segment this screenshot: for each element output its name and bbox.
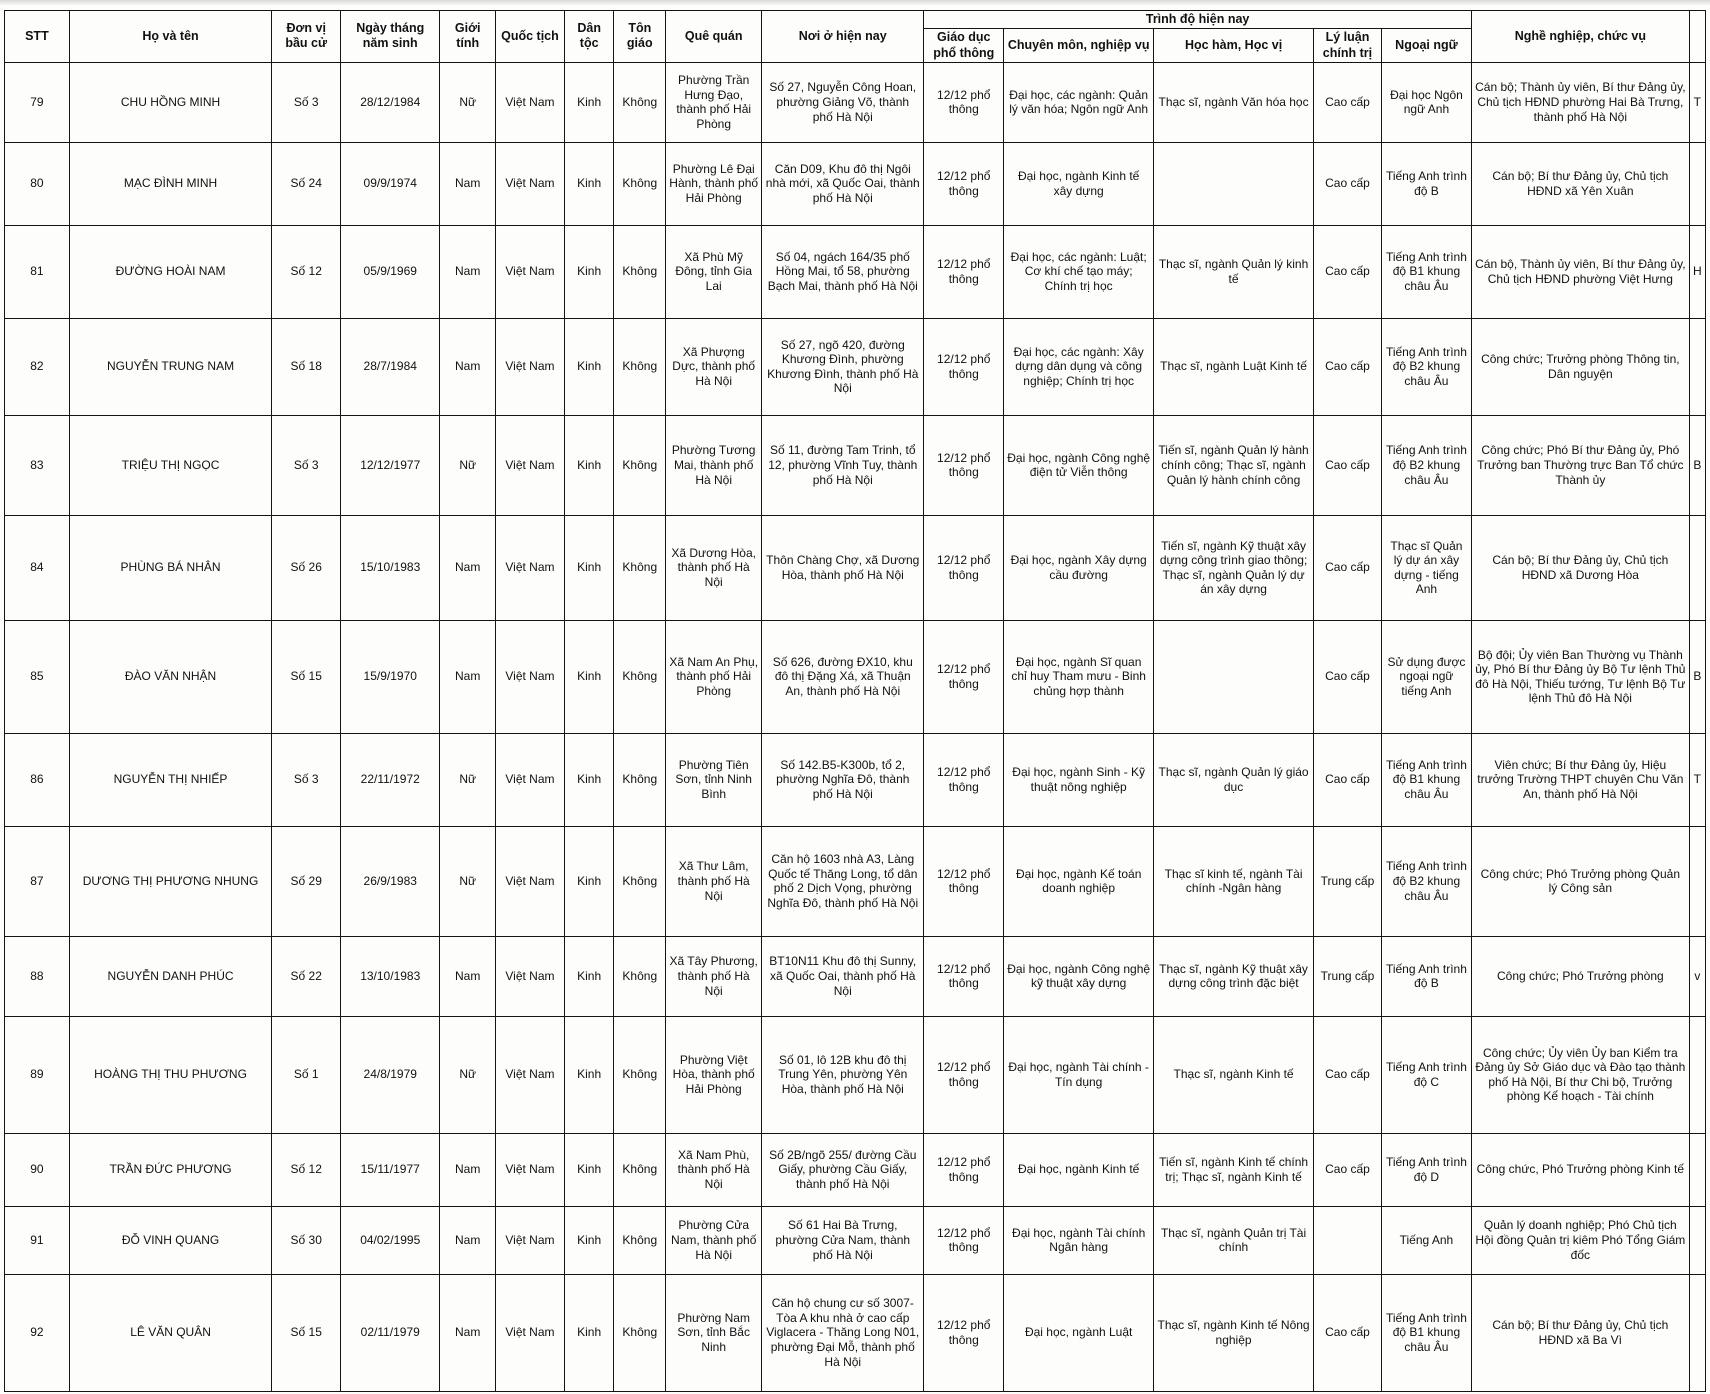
cell-nationality: Việt Nam — [496, 62, 565, 142]
cell-unit: Số 15 — [272, 1274, 341, 1391]
cell-ethnicity: Kinh — [564, 1016, 614, 1133]
cell-dob: 04/02/1995 — [341, 1206, 440, 1274]
cell-nationality: Việt Nam — [496, 318, 565, 415]
cell-hometown: Phường Nam Sơn, tỉnh Bắc Ninh — [666, 1274, 762, 1391]
cell-name: NGUYỄN THỊ NHIẾP — [69, 733, 271, 826]
header-cutoff-column — [1689, 11, 1705, 63]
cell-ethnicity: Kinh — [564, 415, 614, 515]
cell-education: 12/12 phổ thông — [924, 515, 1004, 620]
cell-residence: Số 626, đường ĐX10, khu đô thị Đặng Xá, xã Thuận An, thành phố Hà Nội — [762, 620, 924, 733]
cell-stt: 84 — [5, 515, 70, 620]
cell-unit: Số 22 — [272, 936, 341, 1016]
cell-unit: Số 12 — [272, 225, 341, 318]
cell-language: Tiếng Anh trình độ B2 khung châu Âu — [1381, 318, 1471, 415]
cell-nationality: Việt Nam — [496, 225, 565, 318]
cell-academic: Thạc sĩ kinh tế, ngành Tài chính -Ngân hàng — [1154, 826, 1314, 936]
cell-gender: Nữ — [440, 733, 496, 826]
header-religion: Tôn giáo — [614, 11, 666, 63]
cell-unit: Số 18 — [272, 318, 341, 415]
cell-edge: v — [1689, 936, 1705, 1016]
cell-hometown: Phường Tiên Sơn, tỉnh Ninh Bình — [666, 733, 762, 826]
cell-nationality: Việt Nam — [496, 1016, 565, 1133]
cell-education: 12/12 phổ thông — [924, 1206, 1004, 1274]
cell-academic: Tiến sĩ, ngành Kinh tế chính trị; Thạc sĩ, ngành Kinh tế — [1154, 1133, 1314, 1206]
cell-edge — [1689, 1016, 1705, 1133]
cell-nationality: Việt Nam — [496, 826, 565, 936]
cell-unit: Số 1 — [272, 1016, 341, 1133]
cell-religion: Không — [614, 1274, 666, 1391]
cell-political: Cao cấp — [1314, 318, 1382, 415]
cell-edge — [1689, 1206, 1705, 1274]
cell-education: 12/12 phổ thông — [924, 733, 1004, 826]
cell-language: Tiếng Anh trình độ B — [1381, 142, 1471, 225]
table-row — [5, 318, 1706, 415]
cell-religion: Không — [614, 1016, 666, 1133]
cell-name: CHU HỒNG MINH — [69, 62, 271, 142]
cell-political: Trung cấp — [1314, 826, 1382, 936]
cell-political: Cao cấp — [1314, 142, 1382, 225]
cell-nationality: Việt Nam — [496, 1133, 565, 1206]
cell-professional: Đại học, ngành Kinh tế xây dựng — [1004, 142, 1154, 225]
cell-academic: Thạc sĩ, ngành Quản trị Tài chính — [1154, 1206, 1314, 1274]
cell-religion: Không — [614, 62, 666, 142]
cell-unit: Số 3 — [272, 62, 341, 142]
cell-edge — [1689, 1274, 1705, 1391]
cell-education: 12/12 phổ thông — [924, 1274, 1004, 1391]
header-language: Ngoại ngữ — [1381, 29, 1471, 63]
cell-religion: Không — [614, 415, 666, 515]
cell-political: Cao cấp — [1314, 415, 1382, 515]
cell-stt: 82 — [5, 318, 70, 415]
cell-name: DƯƠNG THỊ PHƯƠNG NHUNG — [69, 826, 271, 936]
cell-academic: Tiến sĩ, ngành Kỹ thuật xây dựng công trình giao thông; Thạc sĩ, ngành Quản lý dự án xây dựng — [1154, 515, 1314, 620]
cell-edge — [1689, 515, 1705, 620]
header-gender: Giới tính — [440, 11, 496, 63]
cell-unit: Số 24 — [272, 142, 341, 225]
cell-gender: Nữ — [440, 62, 496, 142]
table-row — [5, 826, 1706, 936]
cell-stt: 79 — [5, 62, 70, 142]
cell-political: Trung cấp — [1314, 936, 1382, 1016]
cell-language: Sử dụng được ngoại ngữ tiếng Anh — [1381, 620, 1471, 733]
cell-edge: T — [1689, 733, 1705, 826]
cell-hometown: Phường Cửa Nam, thành phố Hà Nội — [666, 1206, 762, 1274]
cell-name: ĐƯỜNG HOÀI NAM — [69, 225, 271, 318]
cell-nationality: Việt Nam — [496, 1206, 565, 1274]
cell-residence: Số 01, lô 12B khu đô thị Trung Yên, phường Yên Hòa, thành phố Hà Nội — [762, 1016, 924, 1133]
cell-hometown: Xã Tây Phương, thành phố Hà Nội — [666, 936, 762, 1016]
cell-religion: Không — [614, 936, 666, 1016]
cell-professional: Đại học, ngành Luật — [1004, 1274, 1154, 1391]
cell-occupation: Bộ đội; Ủy viên Ban Thường vụ Thành ủy, Phó Bí thư Đảng ủy Bộ Tư lệnh Thủ đô Hà Nội, Thiếu tướng, Tư lệnh Bộ Tư lệnh Thủ đô Hà Nội — [1472, 620, 1690, 733]
cell-education: 12/12 phổ thông — [924, 826, 1004, 936]
cell-professional: Đại học, ngành Công nghệ kỹ thuật xây dựng — [1004, 936, 1154, 1016]
cell-edge: B — [1689, 620, 1705, 733]
cell-occupation: Quản lý doanh nghiệp; Phó Chủ tịch Hội đồng Quản trị kiêm Phó Tổng Giám đốc — [1472, 1206, 1690, 1274]
cell-nationality: Việt Nam — [496, 936, 565, 1016]
table-row — [5, 62, 1706, 142]
table-row — [5, 1206, 1706, 1274]
header-academic: Học hàm, Học vị — [1154, 29, 1314, 63]
cell-occupation: Công chức, Phó Trưởng phòng Kinh tế — [1472, 1133, 1690, 1206]
cell-professional: Đại học, ngành Xây dựng cầu đường — [1004, 515, 1154, 620]
cell-gender: Nam — [440, 142, 496, 225]
cell-gender: Nữ — [440, 1016, 496, 1133]
header-unit: Đơn vị bầu cử — [272, 11, 341, 63]
cell-education: 12/12 phổ thông — [924, 1016, 1004, 1133]
cell-residence: Số 04, ngách 164/35 phố Hồng Mai, tổ 58, phường Bạch Mai, thành phố Hà Nội — [762, 225, 924, 318]
cell-occupation: Công chức; Trưởng phòng Thông tin, Dân nguyện — [1472, 318, 1690, 415]
cell-dob: 28/7/1984 — [341, 318, 440, 415]
cell-stt: 91 — [5, 1206, 70, 1274]
cell-name: PHÙNG BÁ NHÂN — [69, 515, 271, 620]
cell-ethnicity: Kinh — [564, 826, 614, 936]
cell-academic — [1154, 620, 1314, 733]
cell-edge — [1689, 142, 1705, 225]
cell-language: Tiếng Anh trình độ B2 khung châu Âu — [1381, 415, 1471, 515]
cell-stt: 92 — [5, 1274, 70, 1391]
cell-edge: H — [1689, 225, 1705, 318]
cell-nationality: Việt Nam — [496, 415, 565, 515]
cell-professional: Đại học, ngành Kinh tế — [1004, 1133, 1154, 1206]
cell-ethnicity: Kinh — [564, 733, 614, 826]
cell-edge — [1689, 826, 1705, 936]
cell-academic: Thạc sĩ, ngành Luật Kinh tế — [1154, 318, 1314, 415]
cell-stt: 83 — [5, 415, 70, 515]
table-row — [5, 1274, 1706, 1391]
cell-gender: Nam — [440, 515, 496, 620]
cell-unit: Số 15 — [272, 620, 341, 733]
cell-occupation: Công chức; Phó Trưởng phòng — [1472, 936, 1690, 1016]
cell-ethnicity: Kinh — [564, 318, 614, 415]
cell-name: MẠC ĐÌNH MINH — [69, 142, 271, 225]
cell-hometown: Phường Việt Hòa, thành phố Hải Phòng — [666, 1016, 762, 1133]
cell-religion: Không — [614, 142, 666, 225]
cell-name: HOÀNG THỊ THU PHƯƠNG — [69, 1016, 271, 1133]
cell-gender: Nam — [440, 1133, 496, 1206]
cell-ethnicity: Kinh — [564, 515, 614, 620]
cell-political: Cao cấp — [1314, 733, 1382, 826]
cell-professional: Đại học, ngành Công nghệ điện tử Viễn thông — [1004, 415, 1154, 515]
cell-professional: Đại học, các ngành: Luật; Cơ khí chế tạo máy; Chính trị học — [1004, 225, 1154, 318]
cell-religion: Không — [614, 1133, 666, 1206]
cell-religion: Không — [614, 318, 666, 415]
cell-ethnicity: Kinh — [564, 142, 614, 225]
cell-occupation: Công chức; Phó Trưởng phòng Quản lý Công sản — [1472, 826, 1690, 936]
cell-gender: Nam — [440, 225, 496, 318]
cell-education: 12/12 phổ thông — [924, 620, 1004, 733]
cell-academic: Thạc sĩ, ngành Văn hóa học — [1154, 62, 1314, 142]
candidate-table-body — [5, 62, 1706, 1391]
cell-unit: Số 30 — [272, 1206, 341, 1274]
cell-language: Tiếng Anh trình độ B1 khung châu Âu — [1381, 225, 1471, 318]
header-qualification-group: Trình độ hiện nay — [924, 11, 1472, 29]
cell-occupation: Công chức; Ủy viên Ủy ban Kiểm tra Đảng ủy Sở Giáo dục và Đào tạo thành phố Hà Nội, Bí thư Chi bộ, Trưởng phòng Kế hoạch - Tài chính — [1472, 1016, 1690, 1133]
cell-name: NGUYỄN DANH PHÚC — [69, 936, 271, 1016]
cell-education: 12/12 phổ thông — [924, 1133, 1004, 1206]
cell-unit: Số 3 — [272, 733, 341, 826]
cell-religion: Không — [614, 515, 666, 620]
cell-stt: 85 — [5, 620, 70, 733]
cell-occupation: Cán bộ; Bí thư Đảng ủy, Chủ tịch HĐND xã Yên Xuân — [1472, 142, 1690, 225]
cell-edge: B — [1689, 415, 1705, 515]
cell-residence: Thôn Chàng Chợ, xã Dương Hòa, thành phố Hà Nội — [762, 515, 924, 620]
cell-ethnicity: Kinh — [564, 1274, 614, 1391]
cell-stt: 89 — [5, 1016, 70, 1133]
cell-language: Đại học Ngôn ngữ Anh — [1381, 62, 1471, 142]
cell-residence: Số 27, ngõ 420, đường Khương Đình, phường Khương Đình, thành phố Hà Nội — [762, 318, 924, 415]
cell-gender: Nữ — [440, 826, 496, 936]
cell-political: Cao cấp — [1314, 1133, 1382, 1206]
cell-dob: 05/9/1969 — [341, 225, 440, 318]
cell-gender: Nam — [440, 1274, 496, 1391]
cell-nationality: Việt Nam — [496, 733, 565, 826]
cell-hometown: Phường Trần Hưng Đạo, thành phố Hải Phòng — [666, 62, 762, 142]
cell-name: ĐỖ VINH QUANG — [69, 1206, 271, 1274]
cell-professional: Đại học, ngành Tài chính Ngân hàng — [1004, 1206, 1154, 1274]
cell-nationality: Việt Nam — [496, 1274, 565, 1391]
cell-nationality: Việt Nam — [496, 142, 565, 225]
cell-occupation: Cán bộ, Thành ủy viên, Bí thư Đảng ủy, Chủ tịch HĐND phường Việt Hưng — [1472, 225, 1690, 318]
cell-stt: 87 — [5, 826, 70, 936]
header-residence: Nơi ở hiện nay — [762, 11, 924, 63]
header-stt: STT — [5, 11, 70, 63]
cell-name: TRẦN ĐỨC PHƯƠNG — [69, 1133, 271, 1206]
header-hometown: Quê quán — [666, 11, 762, 63]
cell-language: Thạc sĩ Quản lý dự án xây dựng - tiếng Anh — [1381, 515, 1471, 620]
cell-political: Cao cấp — [1314, 515, 1382, 620]
cell-education: 12/12 phổ thông — [924, 142, 1004, 225]
cell-dob: 12/12/1977 — [341, 415, 440, 515]
header-nationality: Quốc tịch — [496, 11, 565, 63]
cell-dob: 13/10/1983 — [341, 936, 440, 1016]
cell-dob: 26/9/1983 — [341, 826, 440, 936]
cell-occupation: Công chức; Phó Bí thư Đảng ủy, Phó Trưởng ban Thường trực Ban Tổ chức Thành ủy — [1472, 415, 1690, 515]
cell-hometown: Phường Tương Mai, thành phố Hà Nội — [666, 415, 762, 515]
cell-religion: Không — [614, 826, 666, 936]
cell-unit: Số 3 — [272, 415, 341, 515]
cell-language: Tiếng Anh trình độ B1 khung châu Âu — [1381, 1274, 1471, 1391]
cell-occupation: Cán bộ; Bí thư Đảng ủy, Chủ tịch HĐND xã Ba Vì — [1472, 1274, 1690, 1391]
header-professional: Chuyên môn, nghiệp vụ — [1004, 29, 1154, 63]
header-ethnicity: Dân tộc — [564, 11, 614, 63]
cell-political: Cao cấp — [1314, 225, 1382, 318]
table-row — [5, 733, 1706, 826]
cell-gender: Nữ — [440, 415, 496, 515]
table-row — [5, 620, 1706, 733]
cell-residence: BT10N11 Khu đô thị Sunny, xã Quốc Oai, thành phố Hà Nội — [762, 936, 924, 1016]
cell-dob: 28/12/1984 — [341, 62, 440, 142]
cell-residence: Căn hộ chung cư số 3007-Tòa A khu nhà ở cao cấp Viglacera - Thăng Long N01, phường Đại Mỗ, thành phố Hà Nội — [762, 1274, 924, 1391]
table-row — [5, 1016, 1706, 1133]
cell-professional: Đại học, ngành Tài chính - Tín dụng — [1004, 1016, 1154, 1133]
cell-residence: Số 11, đường Tam Trinh, tổ 12, phường Vĩnh Tuy, thành phố Hà Nội — [762, 415, 924, 515]
cell-nationality: Việt Nam — [496, 620, 565, 733]
cell-gender: Nam — [440, 936, 496, 1016]
cell-unit: Số 29 — [272, 826, 341, 936]
cell-ethnicity: Kinh — [564, 225, 614, 318]
table-row — [5, 142, 1706, 225]
cell-stt: 80 — [5, 142, 70, 225]
cell-dob: 02/11/1979 — [341, 1274, 440, 1391]
cell-occupation: Viên chức; Bí thư Đảng ủy, Hiệu trưởng Trường THPT chuyên Chu Văn An, thành phố Hà Nội — [1472, 733, 1690, 826]
cell-edge — [1689, 318, 1705, 415]
cell-ethnicity: Kinh — [564, 620, 614, 733]
cell-hometown: Xã Phù Mỹ Đông, tỉnh Gia Lai — [666, 225, 762, 318]
cell-occupation: Cán bộ; Thành ủy viên, Bí thư Đảng ủy, Chủ tịch HĐND phường Hai Bà Trưng, thành phố Hà Nội — [1472, 62, 1690, 142]
cell-hometown: Phường Lê Đại Hành, thành phố Hải Phòng — [666, 142, 762, 225]
cell-residence: Căn hộ 1603 nhà A3, Làng Quốc tế Thăng Long, tổ dân phố 2 Dịch Vọng, phường Nghĩa Đô, thành phố Hà Nội — [762, 826, 924, 936]
cell-education: 12/12 phổ thông — [924, 415, 1004, 515]
cell-ethnicity: Kinh — [564, 1133, 614, 1206]
cell-ethnicity: Kinh — [564, 1206, 614, 1274]
cell-academic — [1154, 142, 1314, 225]
cell-name: TRIỆU THỊ NGỌC — [69, 415, 271, 515]
cell-academic: Thạc sĩ, ngành Quản lý kinh tế — [1154, 225, 1314, 318]
cell-professional: Đại học, ngành Sĩ quan chỉ huy Tham mưu - Binh chủng hợp thành — [1004, 620, 1154, 733]
cell-dob: 09/9/1974 — [341, 142, 440, 225]
cell-name: NGUYỄN TRUNG NAM — [69, 318, 271, 415]
cell-professional: Đại học, ngành Sinh - Kỹ thuật nông nghiệp — [1004, 733, 1154, 826]
cell-gender: Nam — [440, 620, 496, 733]
cell-occupation: Cán bộ; Bí thư Đảng ủy, Chủ tịch HĐND xã Dương Hòa — [1472, 515, 1690, 620]
table-row — [5, 515, 1706, 620]
cell-gender: Nam — [440, 318, 496, 415]
cell-professional: Đại học, ngành Kế toán doanh nghiệp — [1004, 826, 1154, 936]
cell-education: 12/12 phổ thông — [924, 225, 1004, 318]
cell-stt: 88 — [5, 936, 70, 1016]
cell-dob: 15/11/1977 — [341, 1133, 440, 1206]
cell-academic: Thạc sĩ, ngành Quản lý giáo dục — [1154, 733, 1314, 826]
cell-residence: Căn D09, Khu đô thị Ngôi nhà mới, xã Quốc Oai, thành phố Hà Nội — [762, 142, 924, 225]
cell-academic: Thạc sĩ, ngành Kinh tế Nông nghiệp — [1154, 1274, 1314, 1391]
cell-hometown: Xã Nam Phù, thành phố Hà Nội — [666, 1133, 762, 1206]
cell-dob: 15/9/1970 — [341, 620, 440, 733]
cell-language: Tiếng Anh trình độ D — [1381, 1133, 1471, 1206]
cell-professional: Đại học, các ngành: Quản lý văn hóa; Ngôn ngữ Anh — [1004, 62, 1154, 142]
cell-religion: Không — [614, 733, 666, 826]
table-header — [5, 11, 1706, 63]
cell-residence: Số 27, Nguyễn Công Hoan, phường Giảng Võ, thành phố Hà Nội — [762, 62, 924, 142]
cell-religion: Không — [614, 1206, 666, 1274]
header-occupation: Nghề nghiệp, chức vụ — [1472, 11, 1690, 63]
table-row — [5, 225, 1706, 318]
cell-language: Tiếng Anh trình độ B1 khung châu Âu — [1381, 733, 1471, 826]
table-row — [5, 936, 1706, 1016]
cell-academic: Thạc sĩ, ngành Kinh tế — [1154, 1016, 1314, 1133]
cell-political: Cao cấp — [1314, 620, 1382, 733]
cell-unit: Số 26 — [272, 515, 341, 620]
scan-artifact — [0, 0, 1710, 6]
table-row — [5, 1133, 1706, 1206]
cell-political: Cao cấp — [1314, 1274, 1382, 1391]
cell-education: 12/12 phổ thông — [924, 62, 1004, 142]
cell-professional: Đại học, các ngành: Xây dựng dân dụng và công nghiệp; Chính trị học — [1004, 318, 1154, 415]
cell-hometown: Xã Phượng Dực, thành phố Hà Nội — [666, 318, 762, 415]
cell-hometown: Xã Dương Hòa, thành phố Hà Nội — [666, 515, 762, 620]
cell-unit: Số 12 — [272, 1133, 341, 1206]
cell-political: Cao cấp — [1314, 1016, 1382, 1133]
cell-edge — [1689, 1133, 1705, 1206]
cell-name: LÊ VĂN QUÂN — [69, 1274, 271, 1391]
header-name: Họ và tên — [69, 11, 271, 63]
cell-language: Tiếng Anh trình độ B2 khung châu Âu — [1381, 826, 1471, 936]
cell-stt: 81 — [5, 225, 70, 318]
cell-nationality: Việt Nam — [496, 515, 565, 620]
cell-hometown: Xã Thư Lâm, thành phố Hà Nội — [666, 826, 762, 936]
cell-dob: 24/8/1979 — [341, 1016, 440, 1133]
cell-academic: Tiến sĩ, ngành Quản lý hành chính công; Thạc sĩ, ngành Quản lý hành chính công — [1154, 415, 1314, 515]
cell-dob: 15/10/1983 — [341, 515, 440, 620]
header-political: Lý luận chính trị — [1314, 29, 1382, 63]
cell-education: 12/12 phổ thông — [924, 318, 1004, 415]
cell-stt: 90 — [5, 1133, 70, 1206]
cell-gender: Nam — [440, 1206, 496, 1274]
cell-stt: 86 — [5, 733, 70, 826]
cell-political: Cao cấp — [1314, 62, 1382, 142]
cell-language: Tiếng Anh trình độ B — [1381, 936, 1471, 1016]
cell-residence: Số 61 Hai Bà Trưng, phường Cửa Nam, thành phố Hà Nội — [762, 1206, 924, 1274]
cell-hometown: Xã Nam An Phụ, thành phố Hải Phòng — [666, 620, 762, 733]
cell-ethnicity: Kinh — [564, 936, 614, 1016]
cell-edge: T — [1689, 62, 1705, 142]
cell-residence: Số 142.B5-K300b, tổ 2, phường Nghĩa Đô, thành phố Hà Nội — [762, 733, 924, 826]
cell-language: Tiếng Anh trình độ C — [1381, 1016, 1471, 1133]
cell-residence: Số 2B/ngõ 255/ đường Cầu Giấy, phường Cầu Giấy, thành phố Hà Nội — [762, 1133, 924, 1206]
header-dob: Ngày tháng năm sinh — [341, 11, 440, 63]
cell-religion: Không — [614, 225, 666, 318]
cell-dob: 22/11/1972 — [341, 733, 440, 826]
cell-education: 12/12 phổ thông — [924, 936, 1004, 1016]
cell-academic: Thạc sĩ, ngành Kỹ thuật xây dựng công trình đặc biệt — [1154, 936, 1314, 1016]
candidate-roster-table — [4, 10, 1706, 1392]
header-education: Giáo dục phổ thông — [924, 29, 1004, 63]
cell-ethnicity: Kinh — [564, 62, 614, 142]
cell-political — [1314, 1206, 1382, 1274]
cell-name: ĐÀO VĂN NHẬN — [69, 620, 271, 733]
cell-religion: Không — [614, 620, 666, 733]
cell-language: Tiếng Anh — [1381, 1206, 1471, 1274]
table-row — [5, 415, 1706, 515]
